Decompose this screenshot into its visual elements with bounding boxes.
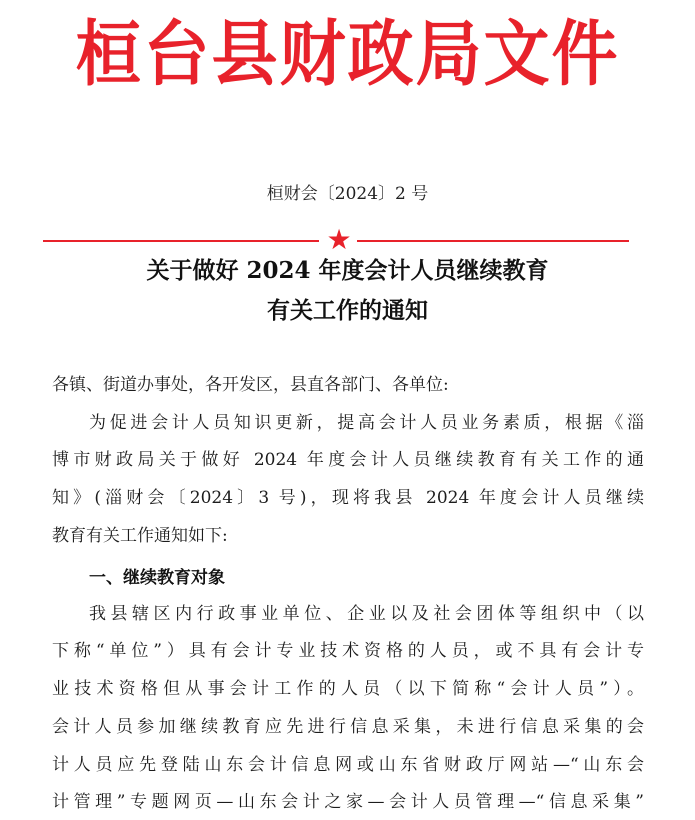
para2-line-5: 计人员应先登陆山东会计信息网或山东省财政厅网站—“山东会 [52, 755, 644, 775]
red-rule-right [357, 240, 629, 242]
notice-title-line-1: 关于做好 2024 年度会计人员继续教育 [146, 257, 549, 284]
para1-line-1: 为促进会计人员知识更新，提高会计人员业务素质，根据《淄 [89, 413, 644, 433]
notice-title-line-2: 有关工作的通知 [267, 297, 428, 324]
para1-line-2: 博市财政局关于做好 2024 年度会计人员继续教育有关工作的通 [52, 450, 644, 470]
document-number: 桓财会〔2024〕2 号 [266, 184, 429, 204]
red-rule-left [43, 240, 319, 242]
para1-line-3: 知》(淄财会〔2024〕3 号)，现将我县 2024 年度会计人员继续 [52, 488, 644, 508]
para2-line-6: 计管理”专题网页—山东会计之家—会计人员管理—“信息采集” [52, 792, 644, 812]
para2-line-4: 会计人员参加继续教育应先进行信息采集，未进行信息采集的会 [52, 717, 644, 737]
document-masthead: 桓台县财政局文件 [75, 12, 620, 96]
section-heading-1: 一、继续教育对象 [89, 568, 225, 588]
red-star-icon: ★ [326, 223, 352, 256]
para1-line-4: 教育有关工作通知如下: [52, 526, 228, 546]
para2-line-2: 下称“单位”）具有会计专业技术资格的人员，或不具有会计专 [52, 641, 644, 661]
para2-line-3: 业技术资格但从事会计工作的人员（以下简称“会计人员”）。 [52, 679, 644, 699]
addressee-line: 各镇、街道办事处，各开发区，县直各部门、各单位: [52, 375, 449, 395]
para2-line-1: 我县辖区内行政事业单位、企业以及社会团体等组织中（以 [89, 604, 644, 624]
